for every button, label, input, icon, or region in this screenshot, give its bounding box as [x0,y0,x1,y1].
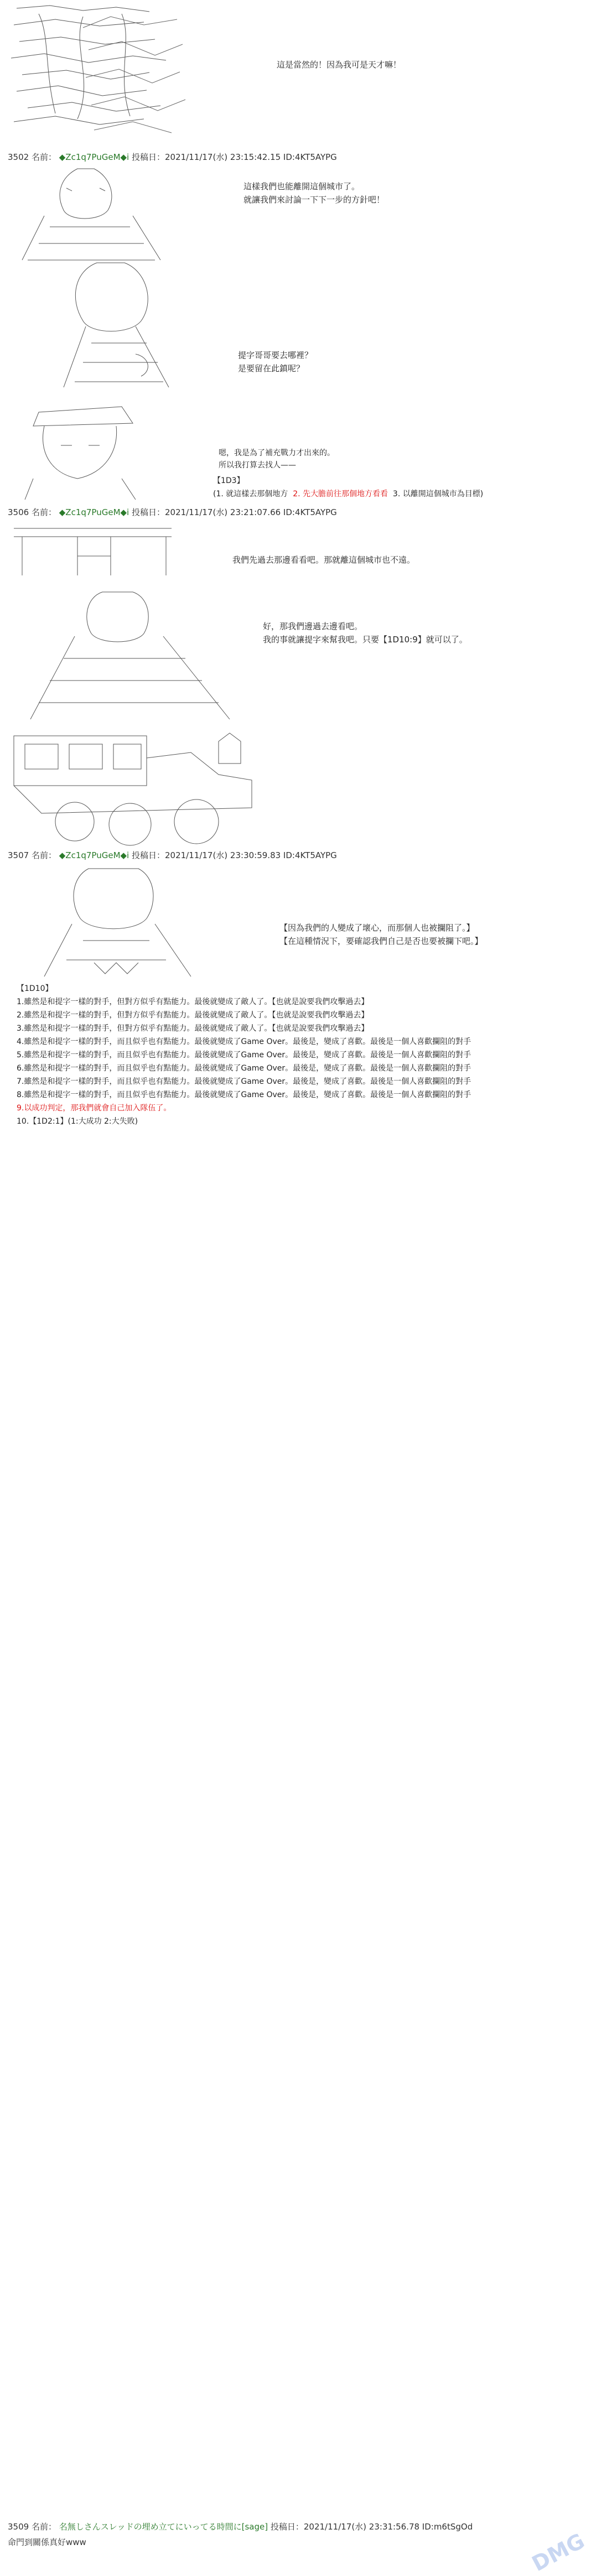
ascii-art-boy [22,401,138,501]
post-3506-dialogue-3: 我的事就讓提字來幫我吧。只要【1D10:9】就可以了。 [263,635,468,645]
ascii-art-wagon [8,730,268,849]
post-3502-intro-1: 嗯，我是為了補充戰力才出來的。 [219,449,335,458]
outcome-item-7: 7.雖然是和提字一樣的對手，而且似乎也有點能力。最後就變成了Game Over。最後是，變成了喜歡。最後是一個人喜歡攔阻的對手 [17,1077,471,1086]
post-3506-dialogue-1: 我們先過去那邊看看吧。那就離這個城市也不遠。 [232,555,416,565]
post-3502-dialogue-1: 這樣我們也能離開這個城市了。 [243,181,360,191]
site-watermark: DMG [528,2528,589,2576]
post-header-3506 [8,506,337,518]
post-date: 投稿日：2021/11/17(水) 23:31:56.78 ID:m6tSgOd [270,2522,473,2532]
poster-trip: [sage] [241,2522,268,2532]
post-3502-dialogue-2: 就讓我們來討論一下下一步的方針吧！ [243,195,385,205]
name-label: 名前： [31,850,56,860]
name-label: 名前： [31,2522,56,2532]
poster-trip: ◆i [120,850,129,860]
post-date: 投稿日：2021/11/17(水) 23:15:42.15 ID:4KT5AYPG [132,152,337,162]
outcome-item-3: 3.雖然是和提字一樣的對手，但對方似乎有點能力。最後就變成了敵人了。【也就是說要我們攻擊過去】 [17,1024,369,1033]
outcome-item-10: 10.【1D2:1】(1:大成功 2:大失敗) [17,1117,138,1126]
post-3507-dialogue-1: 【因為我們的人變成了壞心，而那個人也被攔阻了。】 [279,923,475,933]
post-date: 投稿日：2021/11/17(水) 23:21:07.66 ID:4KT5AYPG [132,507,337,517]
name-label: 名前： [31,507,56,517]
post-3502-intro-2: 所以我打算去找人—— [219,461,296,470]
post-header-3502 [8,151,337,163]
name-label: 名前： [31,152,56,162]
ascii-art-old-man [39,863,194,979]
option-3: 3. 以離開這個城市為目標 [392,490,480,498]
post-number: 3506 [8,507,29,517]
outcome-list-label: 【1D10】 [17,984,53,993]
outcome-item-9: 9.以成功判定，那我們就會自己加入隊伍了。 [17,1104,172,1113]
ascii-art-girl [53,260,180,390]
outcome-item-6: 6.雖然是和提字一樣的對手，而且似乎也有點能力。最後就變成了Game Over。最後是，變成了喜歡。最後是一個人喜歡攔阻的對手 [17,1064,471,1073]
outcome-item-2: 2.雖然是和提字一樣的對手，但對方似乎有點能力。最後就變成了敵人了。【也就是說要我們攻擊過去】 [17,1011,369,1020]
option-1: 1. 就這樣去那個地方 [216,490,288,498]
poster-name[interactable]: ◆Zc1q7PuGeM [59,507,121,517]
poster-name[interactable]: ◆Zc1q7PuGeM [59,850,121,860]
post-header-3507 [8,849,337,861]
post-3506-dialogue-2: 好，那我們邊過去邊看吧。 [263,621,363,631]
poster-trip: ◆i [120,152,129,162]
outcome-item-1: 1.雖然是和提字一樣的對手，但對方似乎有點能力。最後就變成了敵人了。【也就是說要我們攻擊過去】 [17,998,369,1006]
poster-name[interactable]: ◆Zc1q7PuGeM [59,152,121,162]
poster-name[interactable]: 名無しさんスレッドの埋め立てにいってる時間に [59,2522,242,2532]
poster-trip: ◆i [120,507,129,517]
outcome-list [17,982,471,1128]
post-date: 投稿日：2021/11/17(水) 23:30:59.83 ID:4KT5AYPG [132,850,337,860]
ascii-art-building [11,523,177,578]
post-3507-dialogue-2: 【在這種情況下，要確認我們自己是否也要被攔下吧。】 [279,936,483,946]
outcome-item-8: 8.雖然是和提字一樣的對手，而且似乎也有點能力。最後就變成了Game Over。最後是，變成了喜歡。最後是一個人喜歡攔阻的對手 [17,1090,471,1099]
outcome-item-5: 5.雖然是和提字一樣的對手，而且似乎也有點能力。最後就變成了Game Over。最後是，變成了喜歡。最後是一個人喜歡攔阻的對手 [17,1051,471,1060]
post-1-dialogue-1: 這是當然的！因為我可是天才嘛！ [277,60,402,70]
ascii-art-character-2 [11,166,172,266]
post-3502-dialogue-4: 是要留在此鎮呢？ [238,363,305,373]
post-3509-text: 命門到關係真好www [8,2537,86,2547]
post-number: 3502 [8,152,29,162]
option-2: 2. 先大膽前往那個地方看看 [293,490,388,498]
post-3502-dialogue-3: 提字哥哥要去哪裡？ [238,350,313,360]
options-label: 【1D3】 [213,476,245,485]
post-number: 3507 [8,850,29,860]
ascii-art-cloaked-figure [19,586,235,722]
post-header-3509 [8,2521,473,2532]
outcome-item-4: 4.雖然是和提字一樣的對手，而且似乎也有點能力。最後就變成了Game Over。最後是，變成了喜歡。最後是一個人喜歡攔阻的對手 [17,1037,471,1046]
post-number: 3509 [8,2522,29,2532]
ascii-art-hand-1 [77,11,188,138]
options-row: (1. 就這樣去那個地方 2. 先大膽前往那個地方看看 3. 以離開這個城市為目標) [213,490,484,498]
